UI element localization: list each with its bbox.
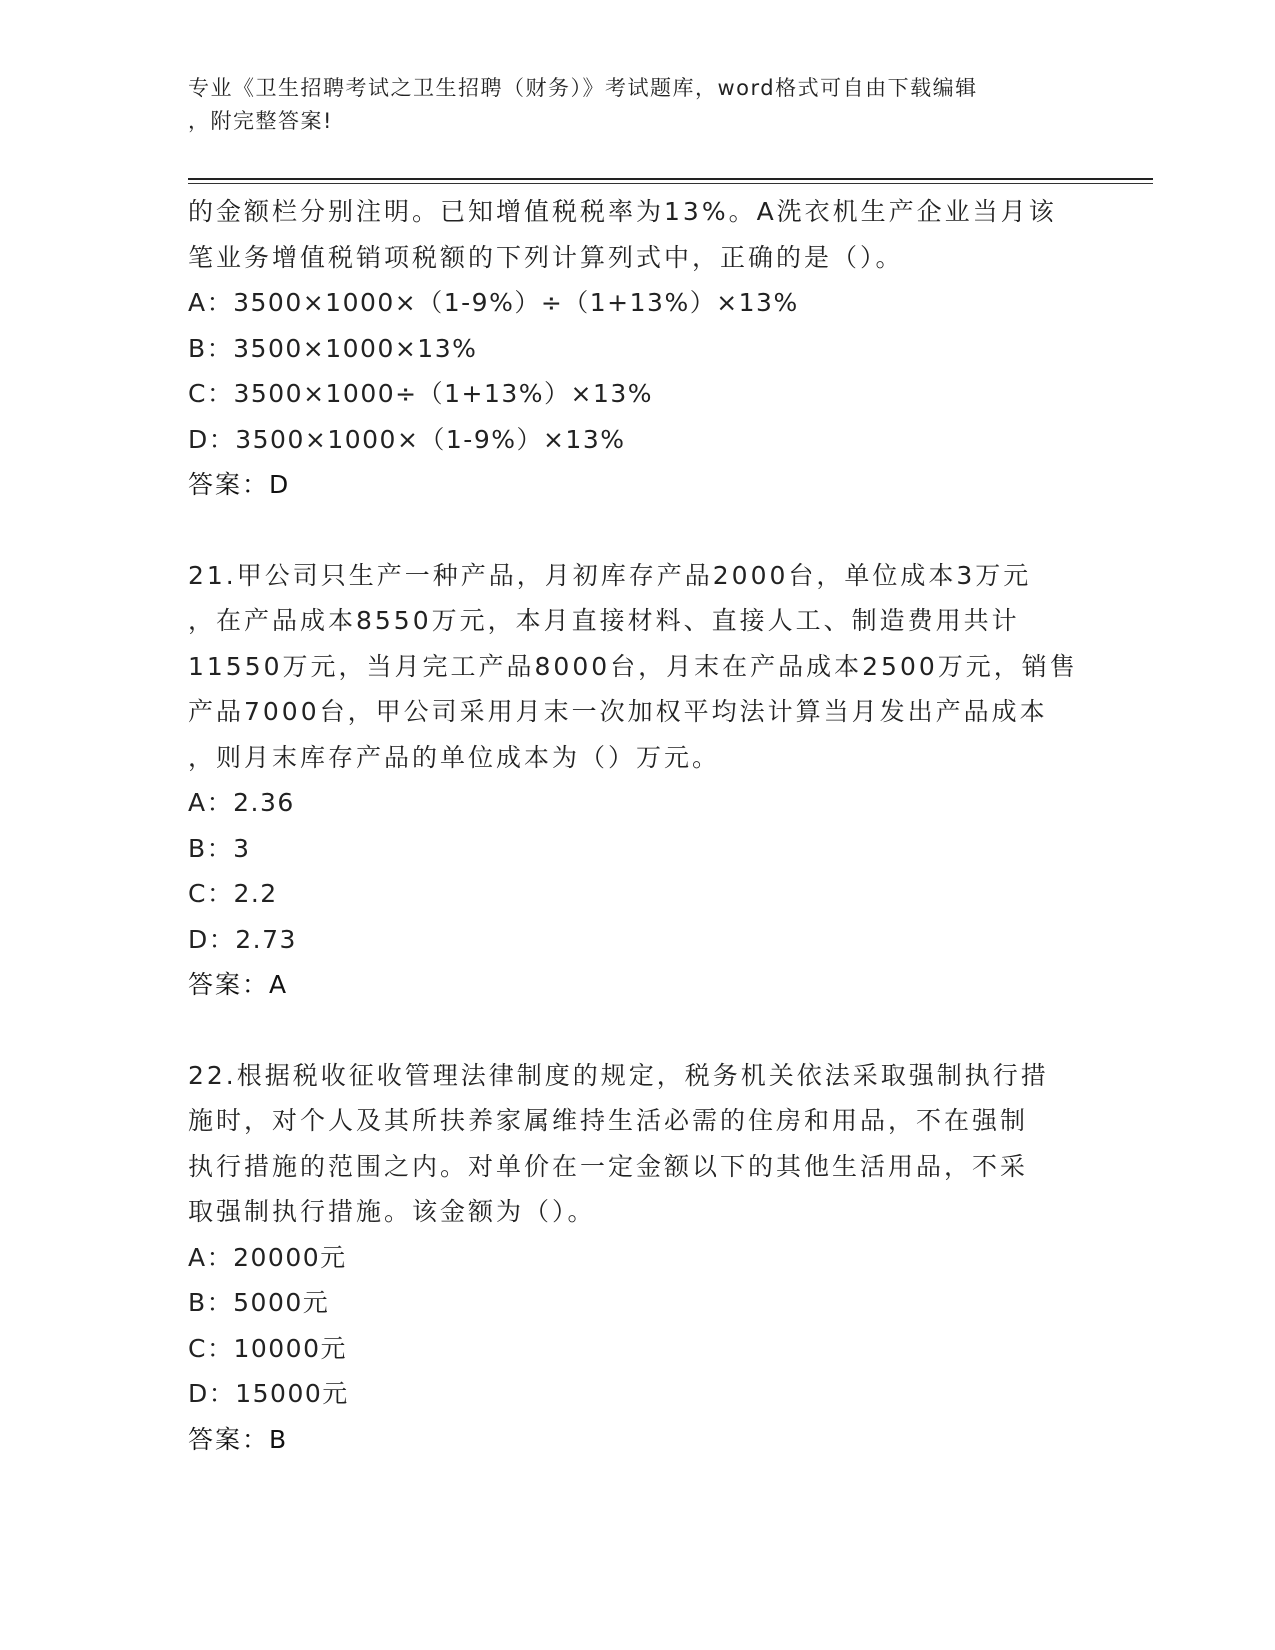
option-a: A：2.36 [188,788,295,817]
option-d: D：15000元 [188,1379,349,1408]
header-divider-thick [188,178,1153,180]
header-divider-thin [188,183,1153,184]
option-c: C：3500×1000÷（1+13%）×13% [188,379,654,408]
header-title-line-2: ，附完整答案! [188,109,333,133]
question-stem-line: 11550万元，当月完工产品8000台，月末在产品成本2500万元，销售 [188,651,1078,681]
question-stem-line: 产品7000台，甲公司采用月末一次加权平均法计算当月发出产品成本 [188,697,1048,726]
header-title-line-1: 专业《卫生招聘考试之卫生招聘（财务）》考试题库，word格式可自由下载编辑 [188,76,978,100]
question-22 [188,1053,1088,1463]
option-a: A：20000元 [188,1242,347,1272]
answer-line: 答案：B [188,1424,289,1454]
question-21 [188,553,1088,1008]
question-spacer [188,508,1088,553]
question-stem-line: 的金额栏分别注明。已知增值税税率为13%。A洗衣机生产企业当月该 [188,197,1057,226]
option-c: C：10000元 [188,1333,347,1363]
option-b: B：5000元 [188,1288,330,1317]
question-stem-line: 取强制执行措施。该金额为（）。 [188,1197,596,1226]
answer-line: 答案：D [188,470,291,499]
question-content [188,189,1088,1462]
option-d: D：3500×1000×（1-9%）×13% [188,424,626,454]
question-stem-line: ，则月末库存产品的单位成本为（）万元。 [188,742,721,772]
question-stem-line: 21.甲公司只生产一种产品，月初库存产品2000台，单位成本3万元 [188,560,1032,590]
option-c: C：2.2 [188,879,278,908]
question-20 [188,189,1088,508]
page-header [188,72,1088,138]
question-stem-line: ，在产品成本8550万元，本月直接材料、直接人工、制造费用共计 [188,606,1020,635]
question-spacer [188,1008,1088,1053]
question-stem-line: 施时，对个人及其所扶养家属维持生活必需的住房和用品，不在强制 [188,1106,1029,1135]
question-stem-line: 22.根据税收征收管理法律制度的规定，税务机关依法采取强制执行措 [188,1060,1049,1090]
answer-line: 答案：A [188,970,289,999]
option-b: B：3 [188,833,251,863]
option-a: A：3500×1000×（1-9%）÷（1+13%）×13% [188,288,799,317]
option-b: B：3500×1000×13% [188,333,478,363]
option-d: D：2.73 [188,924,297,954]
question-stem-line: 笔业务增值税销项税额的下列计算列式中，正确的是（）。 [188,242,904,272]
question-stem-line: 执行措施的范围之内。对单价在一定金额以下的其他生活用品，不采 [188,1151,1029,1181]
